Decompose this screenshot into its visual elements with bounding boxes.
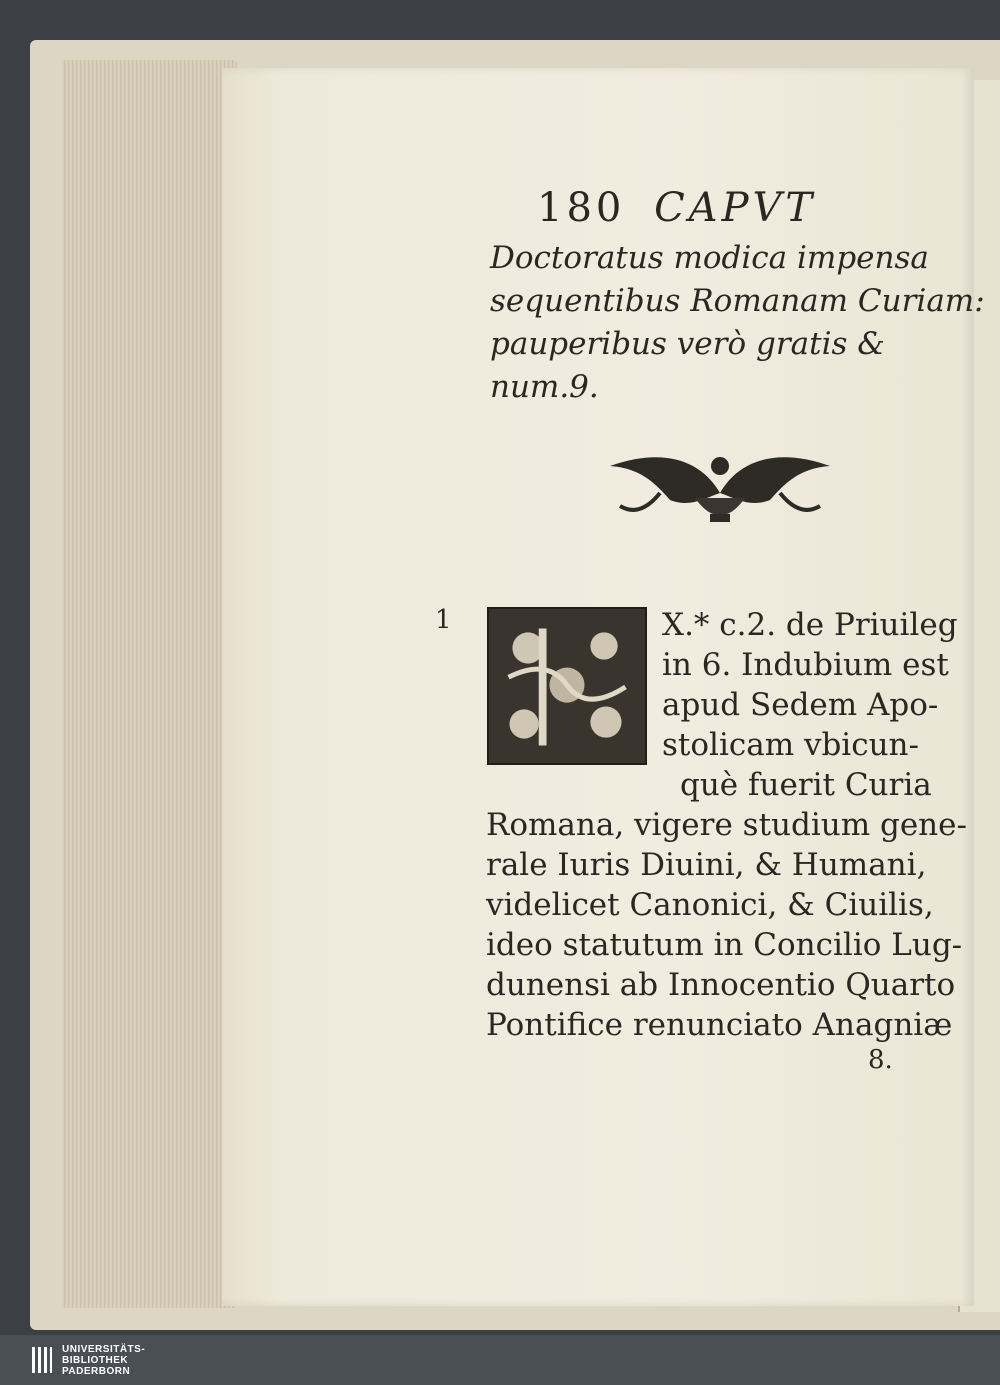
woodcut-initial-letter <box>487 607 647 765</box>
intro-line: sequentibus Romanam Curiam: <box>490 283 985 319</box>
page-edges <box>62 60 237 1308</box>
logo-text-line: BIBLIOTHEK <box>62 1355 129 1366</box>
running-head-title: CAPVT <box>654 185 817 231</box>
body-line: ideo statutum in Concilio Lug- <box>486 927 963 963</box>
body-line: apud Sedem Apo- <box>662 687 939 723</box>
logo-text-line: UNIVERSITÄTS- <box>62 1344 146 1355</box>
intro-line: pauperibus verò gratis & <box>490 326 885 362</box>
logo-text-line: PADERBORN <box>62 1366 131 1377</box>
body-line: rale Iuris Diuini, & Humani, <box>486 847 927 883</box>
body-line: dunensi ab Innocentio Quarto <box>486 967 956 1003</box>
intro-line: num.9. <box>490 369 599 405</box>
body-line: videlicet Canonici, & Ciuilis, <box>486 887 934 923</box>
running-header <box>537 185 816 231</box>
catchword: 8. <box>868 1045 893 1075</box>
body-line: què fuerit Curia <box>680 767 932 803</box>
body-line: Romana, vigere studium gene- <box>486 807 967 843</box>
page-number: 180 <box>537 185 626 231</box>
body-line: Pontifice renunciato Anagniæ <box>486 1007 953 1043</box>
body-line: stolicam vbicun- <box>662 727 919 763</box>
library-logo-icon <box>30 1345 54 1375</box>
margin-note-number: 1 <box>435 605 452 635</box>
decorative-ornament <box>600 448 840 528</box>
body-line: X.* c.2. de Priuileg <box>662 607 958 643</box>
footer-bar <box>0 1335 1000 1385</box>
body-line: in 6. Indubium est <box>662 647 949 683</box>
intro-line: Doctoratus modica impensa <box>490 240 929 276</box>
